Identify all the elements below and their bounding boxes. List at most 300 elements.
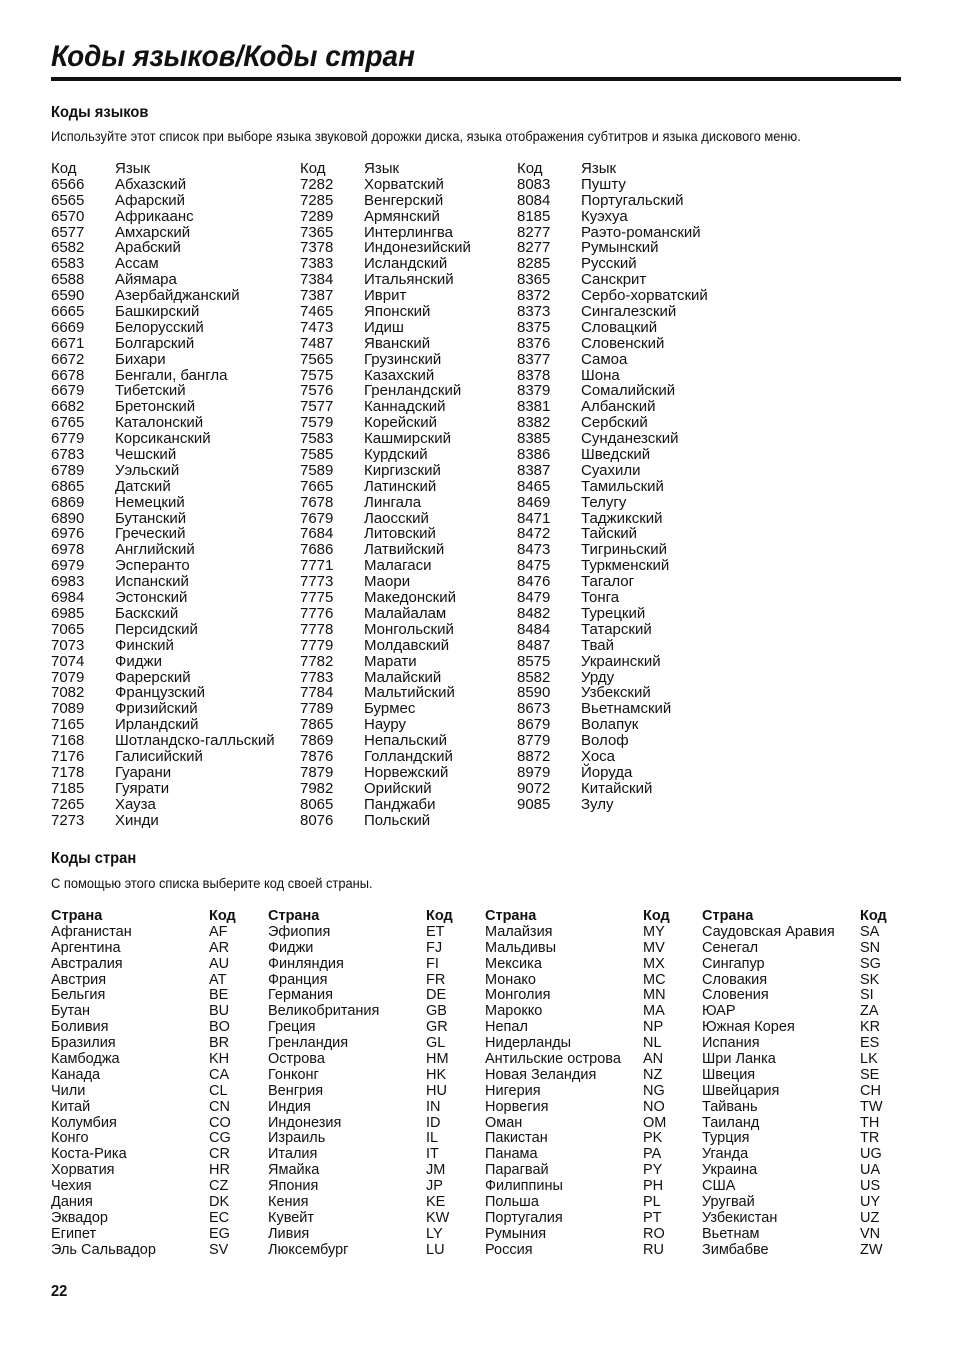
language-code: 7273 [51,811,85,829]
country-name: Узбекистан [702,1209,778,1226]
language-name: Хорватский [364,175,444,193]
language-name: Белорусский [115,318,204,336]
language-code: 7487 [300,334,334,352]
language-code: 8872 [517,747,551,765]
country-code: NG [643,1082,665,1099]
language-code: 8465 [517,477,551,495]
country-code: MX [643,955,665,972]
country-code: ET [426,923,445,940]
country-code: KH [209,1051,230,1068]
language-code: 6869 [51,493,85,511]
language-code: 6566 [51,175,85,193]
country-code: GL [426,1035,446,1052]
language-code: 7665 [300,477,334,495]
language-code: 8372 [517,287,551,305]
country-codes-description: С помощью этого списка выберите код своей страны. [51,875,373,891]
country-code: AT [209,971,227,988]
language-code: 7074 [51,652,85,670]
country-code: OM [643,1114,667,1131]
country-name: Гренландия [268,1035,349,1052]
language-header: Язык [364,160,400,177]
language-code: 8473 [517,541,551,559]
language-name: Лаосский [364,509,429,527]
language-name: Урду [581,668,615,686]
country-name: Испания [702,1035,760,1052]
country-name: Новая Зеландия [485,1066,597,1083]
country-name: Бельгия [51,987,106,1004]
language-code: 7065 [51,620,85,638]
language-name: Баскский [115,604,179,622]
country-code: TR [860,1130,880,1147]
language-name: Малайалам [364,604,447,622]
country-name: Мексика [485,955,542,972]
country-code: UA [860,1162,881,1179]
language-code: 7778 [300,620,334,638]
language-code: 8185 [517,207,551,225]
language-name: Бенгали, бангла [115,366,228,384]
language-name: Фарерский [115,668,191,686]
language-name: Лингала [364,493,422,511]
language-name: Куэхуа [581,207,628,225]
language-code: 6779 [51,430,85,448]
language-code: 8484 [517,620,551,638]
country-name: Нигерия [485,1082,541,1099]
language-name: Башкирский [115,303,200,321]
country-code: SN [860,939,881,956]
language-name: Китайский [581,779,653,797]
country-name: Австрия [51,971,107,988]
language-name: Бутанский [115,509,187,527]
language-code: 6890 [51,509,85,527]
country-code: LU [426,1241,445,1258]
language-name: Французский [115,684,205,702]
country-name: Чехия [51,1178,92,1195]
language-code: 8476 [517,573,551,591]
language-code: 8379 [517,382,551,400]
country-code: SK [860,971,880,988]
country-name: Польша [485,1194,539,1211]
language-code: 7365 [300,223,334,241]
page-title: Коды языков/Коды стран [51,40,415,73]
country-name: Южная Корея [702,1019,795,1036]
language-name: Галисийский [115,747,203,765]
language-code: 6679 [51,382,85,400]
language-header: Язык [581,160,617,177]
language-name: Африкаанс [115,207,194,225]
language-name: Курдский [364,446,428,464]
language-name: Польский [364,811,431,829]
country-name: Коста-Рика [51,1146,127,1163]
language-code: 8065 [300,795,334,813]
language-name: Португальский [581,191,684,209]
country-name: Индонезия [268,1114,342,1131]
language-code: 7073 [51,636,85,654]
language-code: 8377 [517,350,551,368]
country-code: NZ [643,1066,663,1083]
language-name: Мальтийский [364,684,455,702]
language-code: 7783 [300,668,334,686]
language-code: 8475 [517,557,551,575]
country-name: Китай [51,1098,91,1115]
language-name: Волоф [581,732,629,750]
country-code: DK [209,1194,230,1211]
country-code: HR [209,1162,230,1179]
language-code: 6984 [51,589,85,607]
country-code: AF [209,923,228,940]
language-code: 7784 [300,684,334,702]
language-code: 7575 [300,366,334,384]
country-header: Страна [485,908,537,924]
language-code: 7178 [51,763,85,781]
country-code: US [860,1178,881,1195]
country-name: Италия [268,1146,318,1163]
language-name: Корейский [364,414,437,432]
country-name: Швеция [702,1066,756,1083]
country-name: Румыния [485,1225,547,1242]
language-name: Албанский [581,398,656,416]
country-code: HU [426,1082,447,1099]
country-code: CZ [209,1178,229,1195]
code-header: Код [300,160,326,177]
country-name: Аргентина [51,939,121,956]
country-code: UZ [860,1209,880,1226]
country-name: Пакистан [485,1130,548,1147]
language-code: 7565 [300,350,334,368]
language-code: 8482 [517,604,551,622]
country-name: Турция [702,1130,750,1147]
language-code: 6577 [51,223,85,241]
language-code: 6583 [51,255,85,273]
language-code: 6976 [51,525,85,543]
country-code: BU [209,1003,230,1020]
country-name: Уганда [702,1146,749,1163]
country-name: Марокко [485,1003,543,1020]
language-code: 7089 [51,700,85,718]
language-name: Венгерский [364,191,444,209]
country-header: Страна [268,908,320,924]
language-code: 6985 [51,604,85,622]
language-code: 6789 [51,461,85,479]
language-name: Шона [581,366,620,384]
language-code: 7383 [300,255,334,273]
language-code: 7879 [300,763,334,781]
country-name: Саудовская Аравия [702,923,835,940]
country-code: EC [209,1209,230,1226]
language-code: 6682 [51,398,85,416]
country-name: Хорватия [51,1162,115,1179]
country-code: PK [643,1130,663,1147]
country-code: KE [426,1194,446,1211]
language-name: Марати [364,652,417,670]
country-name: Конго [51,1130,89,1147]
language-code: 7869 [300,732,334,750]
language-name: Непальский [364,732,448,750]
country-name: Ливия [268,1225,310,1242]
language-name: Румынский [581,239,659,257]
country-code: SV [209,1241,229,1258]
language-name: Грузинский [364,350,442,368]
language-name: Монгольский [364,620,454,638]
country-code: IN [426,1098,441,1115]
language-code: 8277 [517,223,551,241]
language-code: 7289 [300,207,334,225]
country-code: BR [209,1035,230,1052]
country-name: Норвегия [485,1098,549,1115]
language-name: Хауза [115,795,156,813]
language-code: 8285 [517,255,551,273]
language-name: Татарский [581,620,652,638]
country-code: JP [426,1178,443,1195]
country-code: MA [643,1003,665,1020]
country-name: Филиппины [485,1178,563,1195]
country-name: Египет [51,1225,97,1242]
country-name: Таиланд [702,1114,760,1131]
language-code: 7168 [51,732,85,750]
language-name: Суахили [581,461,641,479]
country-name: Чили [51,1082,86,1099]
country-name: Малайзия [485,923,553,940]
language-code: 7686 [300,541,334,559]
language-code: 7282 [300,175,334,193]
country-code: SG [860,955,881,972]
language-code: 6665 [51,303,85,321]
language-name: Тагалог [581,573,635,591]
country-code: FR [426,971,446,988]
language-name: Интерлингва [364,223,453,241]
language-name: Шотландско-галльский [115,732,275,750]
language-name: Каталонский [115,414,204,432]
country-name: Канада [51,1066,101,1083]
country-code: CO [209,1114,231,1131]
language-code: 7378 [300,239,334,257]
language-name: Айямара [115,271,177,289]
language-name: Датский [115,477,171,495]
language-code: 7679 [300,509,334,527]
language-code: 8979 [517,763,551,781]
country-code: NO [643,1098,665,1115]
language-name: Орийский [364,779,432,797]
language-code: 7982 [300,779,334,797]
country-code: SA [860,923,880,940]
country-name: Панама [485,1146,538,1163]
language-code: 6983 [51,573,85,591]
country-code: SE [860,1066,880,1083]
country-name: Оман [485,1114,523,1131]
country-code: LK [860,1051,878,1068]
language-code: 6669 [51,318,85,336]
language-code: 9072 [517,779,551,797]
language-code: 8365 [517,271,551,289]
language-name: Идиш [364,318,404,336]
country-name: Финляндия [268,955,344,972]
language-name: Молдавский [364,636,450,654]
language-name: Исландский [364,255,448,273]
country-code: ZW [860,1241,883,1258]
language-code: 6978 [51,541,85,559]
code-header: Код [860,908,887,924]
language-code: 6765 [51,414,85,432]
page-number: 22 [51,1283,68,1300]
language-code: 7165 [51,716,85,734]
country-name: Венгрия [268,1082,324,1099]
language-name: Туркменский [581,557,670,575]
language-code: 8381 [517,398,551,416]
language-code: 8385 [517,430,551,448]
language-name: Телугу [581,493,627,511]
language-name: Словацкий [581,318,658,336]
language-name: Казахский [364,366,435,384]
language-name: Шведский [581,446,651,464]
country-name: Кения [268,1194,309,1211]
code-header: Код [643,908,670,924]
language-name: Сербский [581,414,648,432]
language-name: Иврит [364,287,407,305]
country-code: UY [860,1194,881,1211]
country-name: Боливия [51,1019,109,1036]
language-name: Фиджи [115,652,162,670]
language-name: Чешский [115,446,177,464]
country-code: CN [209,1098,230,1115]
country-name: Сингапур [702,955,765,972]
language-code: 8575 [517,652,551,670]
language-code: 7176 [51,747,85,765]
language-code: 8375 [517,318,551,336]
language-code: 7079 [51,668,85,686]
language-name: Ассам [115,255,159,273]
language-name: Сингалезский [581,303,677,321]
language-code: 8779 [517,732,551,750]
language-name: Каннадский [364,398,446,416]
language-name: Кашмирский [364,430,451,448]
language-code: 7387 [300,287,334,305]
language-code: 7782 [300,652,334,670]
language-code: 7265 [51,795,85,813]
language-name: Голландский [364,747,453,765]
country-name: Австралия [51,955,123,972]
language-name: Хинди [115,811,159,829]
country-code: MY [643,923,665,940]
country-code: KW [426,1209,450,1226]
country-name: Швейцария [702,1082,780,1099]
language-name: Узбекский [581,684,651,702]
country-code: PA [643,1146,662,1163]
country-code: TW [860,1098,883,1115]
country-name: Нидерланды [485,1035,572,1052]
language-name: Санскрит [581,271,647,289]
language-code: 7678 [300,493,334,511]
country-name: Франция [268,971,328,988]
language-name: Вьетнамский [581,700,672,718]
language-name: Латвийский [364,541,445,559]
language-name: Немецкий [115,493,185,511]
language-name: Тамильский [581,477,664,495]
language-name: Литовский [364,525,436,543]
country-name: Словакия [702,971,768,988]
language-name: Арабский [115,239,181,257]
language-name: Тигриньский [581,541,667,559]
country-code: VN [860,1225,881,1242]
country-code: EG [209,1225,230,1242]
language-header: Язык [115,160,151,177]
language-name: Уэльский [115,461,180,479]
country-code: AN [643,1051,664,1068]
country-name: Вьетнам [702,1225,760,1242]
country-code: DE [426,987,447,1004]
language-code: 8076 [300,811,334,829]
country-name: Шри Ланка [702,1051,776,1068]
country-code: LY [426,1225,443,1242]
language-name: Японский [364,303,431,321]
language-name: Таджикский [581,509,663,527]
country-name: Израиль [268,1130,326,1147]
country-code: RU [643,1241,664,1258]
language-code: 7775 [300,589,334,607]
country-code: HK [426,1066,447,1083]
country-code: PT [643,1209,662,1226]
language-name: Болгарский [115,334,195,352]
language-name: Фризийский [115,700,198,718]
language-name: Гуарани [115,763,172,781]
language-name: Финский [115,636,174,654]
language-code: 7779 [300,636,334,654]
language-name: Корсиканский [115,430,211,448]
language-name: Сунданезский [581,430,679,448]
language-code: 7589 [300,461,334,479]
language-code: 6588 [51,271,85,289]
country-code: IT [426,1146,439,1163]
country-name: Украина [702,1162,758,1179]
title-rule [51,77,901,81]
country-name: Афганистан [51,923,132,940]
language-name: Пушту [581,175,626,193]
language-name: Раэто-романский [581,223,701,241]
country-code: PH [643,1178,664,1195]
language-code: 7585 [300,446,334,464]
language-name: Зулу [581,795,614,813]
country-code: CH [860,1082,881,1099]
country-name: Эквадор [51,1209,108,1226]
language-name: Волапук [581,716,639,734]
language-name: Индонезийский [364,239,471,257]
language-code: 7185 [51,779,85,797]
country-code: GB [426,1003,447,1020]
language-name: Хоса [581,747,616,765]
country-header: Страна [51,908,103,924]
country-code: CR [209,1146,230,1163]
language-name: Азербайджанский [115,287,240,305]
language-name: Турецкий [581,604,646,622]
language-code: 7285 [300,191,334,209]
country-code: SI [860,987,874,1004]
language-name: Сербо-хорватский [581,287,708,305]
country-name: Сенегал [702,939,759,956]
language-codes-description: Используйте этот список при выборе языка звуковой дорожки диска, языка отображения субтитров и языка дискового меню. [51,128,801,144]
language-name: Греческий [115,525,186,543]
code-header: Код [426,908,453,924]
country-code: TH [860,1114,880,1131]
language-name: Русский [581,255,637,273]
language-code: 8471 [517,509,551,527]
country-name: Колумбия [51,1114,117,1131]
country-name: Зимбабве [702,1241,769,1258]
language-code: 8378 [517,366,551,384]
language-name: Персидский [115,620,198,638]
code-header: Код [209,908,236,924]
country-code: HM [426,1051,449,1068]
language-code: 7583 [300,430,334,448]
country-name: Португалия [485,1209,563,1226]
language-code: 7789 [300,700,334,718]
